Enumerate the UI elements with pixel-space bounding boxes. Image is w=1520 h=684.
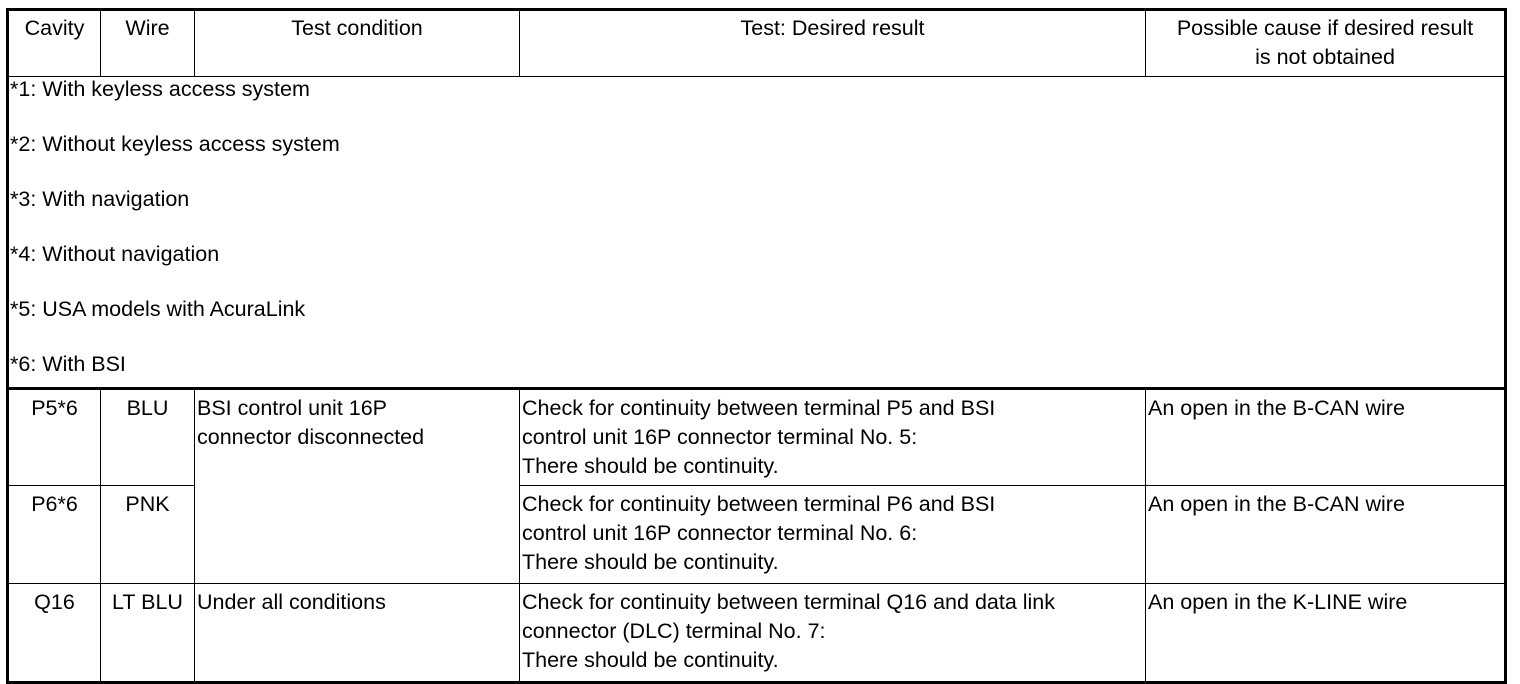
footnote: *4: Without navigation <box>10 242 220 266</box>
header-possible-cause-line-1: Possible cause if desired result <box>1176 16 1474 40</box>
cavity-cell: Q16 <box>8 584 101 683</box>
desired-result-line: Check for continuity between terminal Q16 and data link <box>522 590 1056 614</box>
header-wire: Wire <box>101 10 195 77</box>
desired-result-cell <box>520 486 1146 584</box>
footnote: *1: With keyless access system <box>10 77 310 101</box>
connector-test-table-container <box>6 8 1507 684</box>
footnote: *3: With navigation <box>10 187 190 211</box>
table-row <box>8 389 1506 486</box>
desired-result-cell <box>520 584 1146 683</box>
test-condition-line: connector disconnected <box>197 425 425 449</box>
header-cavity: Cavity <box>8 10 101 77</box>
possible-cause-cell: An open in the B-CAN wire <box>1146 486 1506 584</box>
desired-result-line: connector (DLC) terminal No. 7: <box>522 619 826 643</box>
header-possible-cause-line-2: is not obtained <box>1255 45 1395 69</box>
desired-result-line: control unit 16P connector terminal No. 6: <box>522 521 918 545</box>
desired-result-line: There should be continuity. <box>522 550 779 574</box>
desired-result-cell <box>520 389 1146 486</box>
wire-cell: BLU <box>101 389 195 486</box>
footnote: *5: USA models with AcuraLink <box>10 297 306 321</box>
desired-result-line: Check for continuity between terminal P5 and BSI <box>522 396 996 420</box>
header-desired-result: Test: Desired result <box>520 10 1146 77</box>
test-condition-line: BSI control unit 16P <box>197 396 388 420</box>
possible-cause-cell: An open in the B-CAN wire <box>1146 389 1506 486</box>
test-condition-line: Under all conditions <box>197 590 386 614</box>
desired-result-line: control unit 16P connector terminal No. 5: <box>522 425 918 449</box>
connector-test-table <box>6 8 1507 684</box>
header-test-condition: Test condition <box>195 10 520 77</box>
possible-cause-cell: An open in the K-LINE wire <box>1146 584 1506 683</box>
test-condition-cell <box>195 584 520 683</box>
header-possible-cause <box>1146 10 1506 77</box>
cavity-cell: P6*6 <box>8 486 101 584</box>
footnote: *2: Without keyless access system <box>10 132 340 156</box>
table-header-row <box>8 10 1506 77</box>
desired-result-line: There should be continuity. <box>522 454 779 478</box>
table-row <box>8 584 1506 683</box>
desired-result-line: Check for continuity between terminal P6 and BSI <box>522 492 996 516</box>
test-condition-cell <box>195 389 520 584</box>
wire-cell: PNK <box>101 486 195 584</box>
wire-cell: LT BLU <box>101 584 195 683</box>
footnotes-cell <box>8 77 1506 389</box>
cavity-cell: P5*6 <box>8 389 101 486</box>
notes-row <box>8 77 1506 389</box>
desired-result-line: There should be continuity. <box>522 648 779 672</box>
footnote: *6: With BSI <box>10 352 126 376</box>
